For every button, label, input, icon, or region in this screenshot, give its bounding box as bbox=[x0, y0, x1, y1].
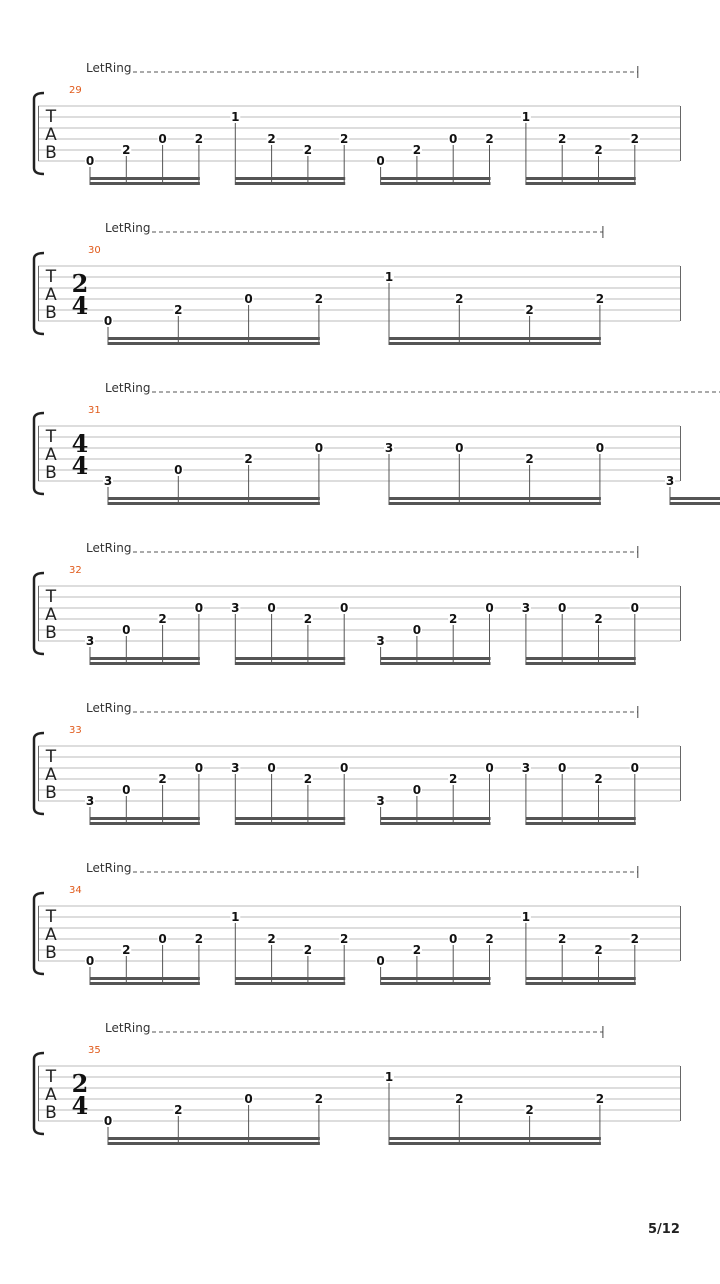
fret-number: 0 bbox=[340, 761, 349, 775]
fret-number: 3 bbox=[384, 441, 394, 455]
beam-primary bbox=[389, 502, 601, 505]
beam-primary bbox=[108, 342, 320, 345]
fret-number: 3 bbox=[103, 474, 113, 488]
fret-number: 2 bbox=[630, 932, 639, 946]
let-ring-label: LetRing bbox=[86, 861, 132, 875]
fret-number: 2 bbox=[455, 292, 464, 306]
fret-number: 0 bbox=[158, 132, 167, 146]
beam-secondary bbox=[526, 977, 636, 980]
page-number: 5/12 bbox=[648, 1222, 680, 1237]
fret-number: 2 bbox=[158, 612, 167, 626]
beam-secondary bbox=[526, 817, 636, 820]
fret-number: 0 bbox=[122, 623, 131, 637]
beam-primary bbox=[235, 182, 345, 185]
fret-number: 2 bbox=[303, 143, 313, 157]
beam-secondary bbox=[108, 497, 320, 500]
beam-primary bbox=[381, 662, 491, 665]
tab-clef-b: B bbox=[45, 143, 57, 163]
fret-number: 2 bbox=[303, 772, 313, 786]
fret-number: 0 bbox=[85, 954, 95, 968]
fret-number: 2 bbox=[340, 932, 349, 946]
beam-secondary bbox=[389, 497, 601, 500]
beam-secondary bbox=[235, 177, 345, 180]
fret-number: 2 bbox=[412, 143, 422, 157]
fret-number: 2 bbox=[158, 772, 167, 786]
beam-primary bbox=[235, 822, 345, 825]
fret-number: 0 bbox=[449, 132, 458, 146]
beam-primary bbox=[389, 1142, 601, 1145]
fret-number: 0 bbox=[85, 154, 95, 168]
beam-secondary bbox=[90, 177, 200, 180]
fret-number: 3 bbox=[85, 794, 95, 808]
measure-number: 31 bbox=[88, 405, 101, 416]
beam-primary bbox=[90, 822, 200, 825]
beam-primary bbox=[381, 822, 491, 825]
measure-number: 29 bbox=[69, 85, 82, 96]
beam-primary bbox=[90, 662, 200, 665]
fret-number: 2 bbox=[267, 932, 276, 946]
time-signature-bottom: 4 bbox=[71, 451, 89, 480]
fret-number: 0 bbox=[558, 761, 567, 775]
beam-secondary bbox=[670, 497, 720, 500]
let-ring-label: LetRing bbox=[86, 541, 132, 555]
fret-number: 2 bbox=[525, 303, 534, 317]
let-ring-label: LetRing bbox=[105, 1021, 151, 1035]
fret-number: 2 bbox=[449, 772, 458, 786]
fret-number: 0 bbox=[244, 292, 253, 306]
fret-number: 2 bbox=[594, 772, 603, 786]
time-signature-bottom: 4 bbox=[71, 291, 89, 320]
fret-number: 2 bbox=[314, 1092, 324, 1106]
fret-number: 0 bbox=[630, 601, 639, 615]
let-ring-label: LetRing bbox=[105, 381, 151, 395]
fret-number: 0 bbox=[595, 441, 605, 455]
measure-number: 34 bbox=[69, 885, 82, 896]
beam-secondary bbox=[90, 657, 200, 660]
fret-number: 3 bbox=[231, 601, 240, 615]
beam-secondary bbox=[108, 337, 320, 340]
beam-primary bbox=[526, 662, 636, 665]
fret-number: 0 bbox=[244, 1092, 253, 1106]
fret-number: 1 bbox=[384, 1070, 394, 1084]
fret-number: 0 bbox=[485, 761, 494, 775]
fret-number: 0 bbox=[449, 932, 458, 946]
fret-number: 2 bbox=[412, 943, 422, 957]
fret-number: 2 bbox=[594, 943, 603, 957]
fret-number: 3 bbox=[665, 474, 675, 488]
beam-secondary bbox=[90, 977, 200, 980]
fret-number: 0 bbox=[558, 601, 567, 615]
beam-primary bbox=[90, 982, 200, 985]
beam-primary bbox=[381, 982, 491, 985]
fret-number: 0 bbox=[485, 601, 494, 615]
beam-secondary bbox=[526, 177, 636, 180]
beam-primary bbox=[389, 342, 601, 345]
fret-number: 2 bbox=[595, 1092, 605, 1106]
beam-secondary bbox=[235, 657, 345, 660]
beam-primary bbox=[670, 502, 720, 505]
fret-number: 2 bbox=[485, 932, 494, 946]
tab-clef-a: A bbox=[45, 445, 57, 465]
beam-secondary bbox=[90, 817, 200, 820]
measure-number: 30 bbox=[88, 245, 101, 256]
fret-number: 2 bbox=[558, 132, 567, 146]
measure-number: 33 bbox=[69, 725, 82, 736]
fret-number: 3 bbox=[85, 634, 95, 648]
fret-number: 2 bbox=[525, 452, 534, 466]
tab-clef-a: A bbox=[45, 285, 57, 305]
tab-clef-a: A bbox=[45, 605, 57, 625]
fret-number: 2 bbox=[174, 1103, 183, 1117]
beam-primary bbox=[526, 982, 636, 985]
beam-primary bbox=[108, 1142, 320, 1145]
fret-number: 2 bbox=[594, 612, 603, 626]
fret-number: 0 bbox=[103, 314, 113, 328]
fret-number: 2 bbox=[122, 943, 131, 957]
fret-number: 2 bbox=[455, 1092, 464, 1106]
fret-number: 2 bbox=[340, 132, 349, 146]
beam-primary bbox=[526, 822, 636, 825]
fret-number: 2 bbox=[525, 1103, 534, 1117]
let-ring-label: LetRing bbox=[86, 701, 132, 715]
fret-number: 2 bbox=[594, 143, 603, 157]
tab-clef-t: T bbox=[45, 587, 57, 607]
tab-clef-b: B bbox=[45, 623, 57, 643]
fret-number: 3 bbox=[521, 601, 531, 615]
fret-number: 2 bbox=[303, 612, 313, 626]
tab-clef-a: A bbox=[45, 1085, 57, 1105]
beam-secondary bbox=[381, 177, 491, 180]
let-ring-label: LetRing bbox=[86, 61, 132, 75]
beam-secondary bbox=[235, 977, 345, 980]
tab-clef-b: B bbox=[45, 1103, 57, 1123]
fret-number: 2 bbox=[303, 943, 313, 957]
beam-secondary bbox=[526, 657, 636, 660]
fret-number: 2 bbox=[449, 612, 458, 626]
tab-clef-b: B bbox=[45, 303, 57, 323]
fret-number: 3 bbox=[521, 761, 531, 775]
fret-number: 0 bbox=[314, 441, 324, 455]
beam-secondary bbox=[381, 977, 491, 980]
fret-number: 0 bbox=[376, 154, 385, 168]
fret-number: 0 bbox=[455, 441, 464, 455]
fret-number: 0 bbox=[376, 954, 385, 968]
fret-number: 1 bbox=[384, 270, 394, 284]
fret-number: 1 bbox=[521, 910, 531, 924]
fret-number: 0 bbox=[412, 623, 422, 637]
tab-clef-t: T bbox=[45, 1067, 57, 1087]
fret-number: 0 bbox=[174, 463, 183, 477]
tab-clef-b: B bbox=[45, 943, 57, 963]
fret-number: 0 bbox=[158, 932, 167, 946]
fret-number: 0 bbox=[412, 783, 422, 797]
fret-number: 2 bbox=[244, 452, 253, 466]
beam-secondary bbox=[108, 1137, 320, 1140]
fret-number: 2 bbox=[630, 132, 639, 146]
beam-primary bbox=[90, 182, 200, 185]
beam-primary bbox=[526, 182, 636, 185]
tab-clef-t: T bbox=[45, 267, 57, 287]
tab-clef-t: T bbox=[45, 107, 57, 127]
measure-number: 35 bbox=[88, 1045, 101, 1056]
fret-number: 3 bbox=[376, 794, 385, 808]
time-signature-top: 4 bbox=[71, 429, 89, 458]
tab-clef-a: A bbox=[45, 765, 57, 785]
tab-clef-a: A bbox=[45, 125, 57, 145]
let-ring-label: LetRing bbox=[105, 221, 151, 235]
fret-number: 0 bbox=[630, 761, 639, 775]
tab-clef-b: B bbox=[45, 463, 57, 483]
beam-secondary bbox=[381, 817, 491, 820]
fret-number: 2 bbox=[194, 932, 204, 946]
measure-number: 32 bbox=[69, 565, 82, 576]
time-signature-top: 2 bbox=[71, 1069, 89, 1098]
time-signature-bottom: 4 bbox=[71, 1091, 89, 1120]
fret-number: 3 bbox=[376, 634, 385, 648]
fret-number: 2 bbox=[558, 932, 567, 946]
beam-secondary bbox=[389, 337, 601, 340]
fret-number: 1 bbox=[231, 110, 240, 124]
fret-number: 0 bbox=[340, 601, 349, 615]
time-signature-top: 2 bbox=[71, 269, 89, 298]
fret-number: 3 bbox=[231, 761, 240, 775]
fret-number: 1 bbox=[521, 110, 531, 124]
fret-number: 2 bbox=[314, 292, 324, 306]
tab-clef-a: A bbox=[45, 925, 57, 945]
fret-number: 0 bbox=[194, 601, 204, 615]
beam-secondary bbox=[389, 1137, 601, 1140]
fret-number: 0 bbox=[267, 601, 276, 615]
fret-number: 2 bbox=[485, 132, 494, 146]
fret-number: 0 bbox=[122, 783, 131, 797]
fret-number: 0 bbox=[267, 761, 276, 775]
tab-clef-t: T bbox=[45, 907, 57, 927]
fret-number: 2 bbox=[267, 132, 276, 146]
tab-clef-t: T bbox=[45, 427, 57, 447]
beam-primary bbox=[235, 662, 345, 665]
beam-secondary bbox=[381, 657, 491, 660]
beam-primary bbox=[108, 502, 320, 505]
fret-number: 2 bbox=[122, 143, 131, 157]
fret-number: 0 bbox=[194, 761, 204, 775]
tab-clef-t: T bbox=[45, 747, 57, 767]
beam-primary bbox=[381, 182, 491, 185]
tab-clef-b: B bbox=[45, 783, 57, 803]
fret-number: 2 bbox=[194, 132, 204, 146]
beam-secondary bbox=[235, 817, 345, 820]
fret-number: 2 bbox=[174, 303, 183, 317]
beam-primary bbox=[235, 982, 345, 985]
fret-number: 2 bbox=[595, 292, 605, 306]
fret-number: 0 bbox=[103, 1114, 113, 1128]
fret-number: 1 bbox=[231, 910, 240, 924]
